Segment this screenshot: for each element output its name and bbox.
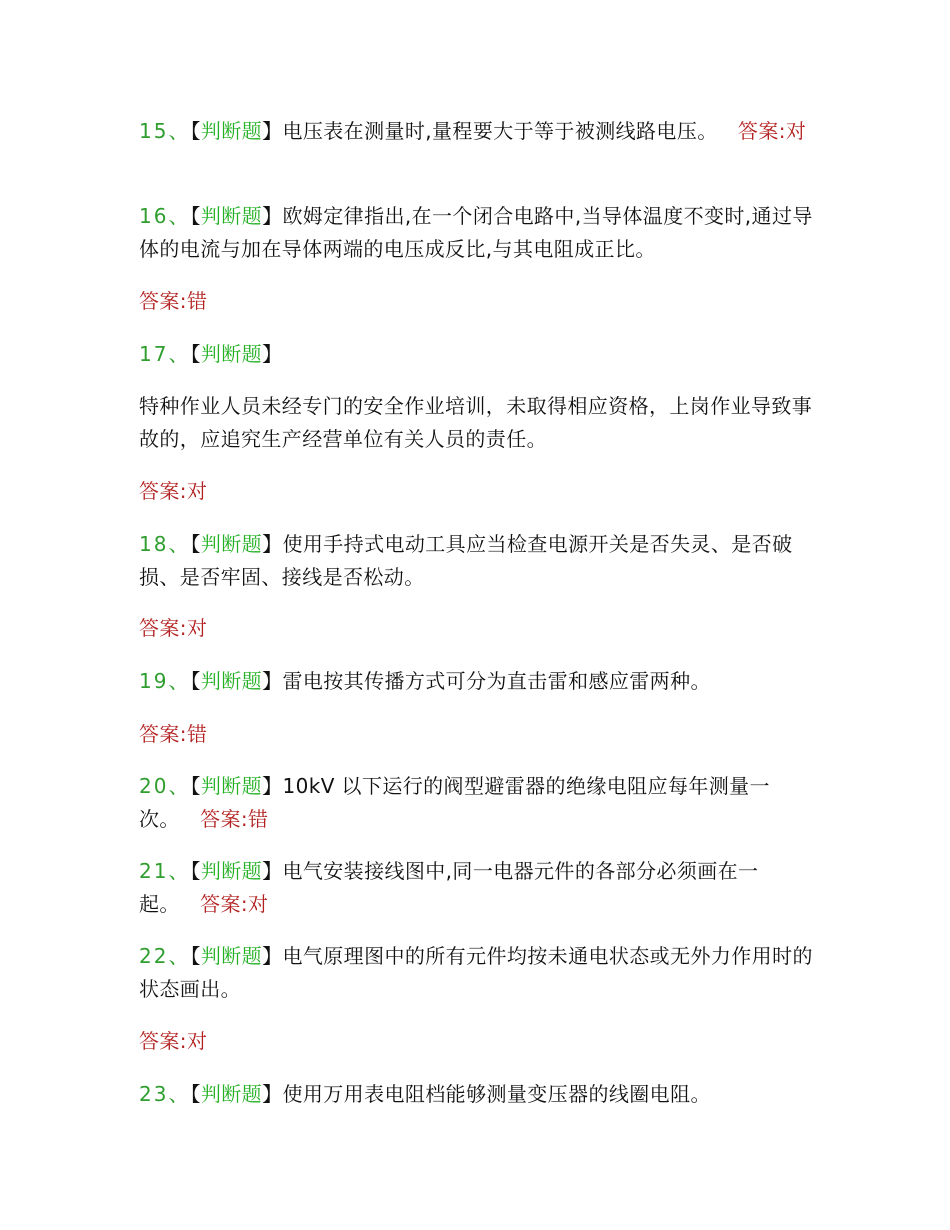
answer: 答案:对	[200, 892, 269, 916]
question-type-tag: 判断题	[200, 119, 263, 143]
answer-16	[139, 285, 819, 318]
answer: 答案:错	[139, 289, 208, 313]
answer-19	[139, 718, 819, 751]
bracket-open: 【	[190, 119, 201, 143]
question-text: 电压表在测量时,量程要大于等于被测线路电压。	[282, 119, 718, 143]
question-type-tag: 判断题	[200, 669, 263, 693]
answer: 答案:对	[139, 616, 208, 640]
question-number: 21、	[139, 859, 191, 883]
bracket-close: 】	[262, 669, 283, 693]
question-number: 17、	[139, 342, 191, 366]
question-type-tag: 判断题	[200, 859, 263, 883]
question-number: 16、	[139, 204, 191, 228]
question-15	[139, 115, 819, 148]
question-19	[139, 665, 819, 698]
question-type-tag: 判断题	[200, 774, 263, 798]
answer-22	[139, 1025, 819, 1058]
answer: 答案:对	[139, 479, 208, 503]
question-17-body	[139, 390, 819, 456]
bracket-close: 】	[262, 944, 283, 968]
question-type-tag: 判断题	[200, 342, 263, 366]
question-type-tag: 判断题	[200, 204, 263, 228]
bracket-close: 】	[262, 119, 283, 143]
question-number: 23、	[139, 1082, 191, 1106]
question-23	[139, 1078, 819, 1111]
question-number: 20、	[139, 774, 191, 798]
question-18	[139, 528, 819, 594]
question-type-tag: 判断题	[200, 532, 263, 556]
question-number: 19、	[139, 669, 191, 693]
answer-17	[139, 475, 819, 508]
question-text: 使用万用表电阻档能够测量变压器的线圈电阻。	[282, 1082, 711, 1106]
bracket-close: 】	[262, 342, 283, 366]
bracket-open: 【	[190, 774, 201, 798]
bracket-close: 】	[262, 774, 283, 798]
answer: 答案:错	[139, 722, 208, 746]
bracket-open: 【	[190, 859, 201, 883]
question-text: 电气安装接线图中,同一电器元件的各部分必须画在一起。	[139, 859, 759, 916]
question-number: 22、	[139, 944, 191, 968]
question-16	[139, 200, 819, 266]
bracket-open: 【	[190, 1082, 201, 1106]
question-text: 欧姆定律指出,在一个闭合电路中,当导体温度不变时,通过导体的电流与加在导体两端的电压成反比,与其电阻成正比。	[139, 204, 813, 261]
question-type-tag: 判断题	[200, 944, 263, 968]
answer: 答案:错	[200, 807, 269, 831]
answer: 答案:对	[737, 119, 807, 143]
question-17-header	[139, 338, 819, 371]
question-20	[139, 770, 819, 836]
question-number: 15、	[139, 119, 191, 143]
answer-18	[139, 612, 819, 645]
question-text: 使用手持式电动工具应当检查电源开关是否失灵、是否破损、是否牢固、接线是否松动。	[139, 532, 793, 589]
bracket-close: 】	[262, 859, 283, 883]
question-number: 18、	[139, 532, 191, 556]
question-text: 特种作业人员未经专门的安全作业培训，未取得相应资格，上岗作业导致事故的，应追究生产经营单位有关人员的责任。	[139, 394, 813, 451]
bracket-open: 【	[190, 669, 201, 693]
question-21	[139, 855, 819, 921]
bracket-open: 【	[190, 944, 201, 968]
question-text: 电气原理图中的所有元件均按未通电状态或无外力作用时的状态画出。	[139, 944, 813, 1001]
question-text: 雷电按其传播方式可分为直击雷和感应雷两种。	[282, 669, 711, 693]
question-22	[139, 940, 819, 1006]
answer: 答案:对	[139, 1029, 208, 1053]
bracket-open: 【	[190, 532, 201, 556]
question-text: 10kV 以下运行的阀型避雷器的绝缘电阻应每年测量一次。	[139, 774, 770, 831]
bracket-open: 【	[190, 204, 201, 228]
question-type-tag: 判断题	[200, 1082, 263, 1106]
bracket-close: 】	[262, 1082, 283, 1106]
bracket-close: 】	[262, 532, 283, 556]
bracket-open: 【	[190, 342, 201, 366]
bracket-close: 】	[262, 204, 283, 228]
